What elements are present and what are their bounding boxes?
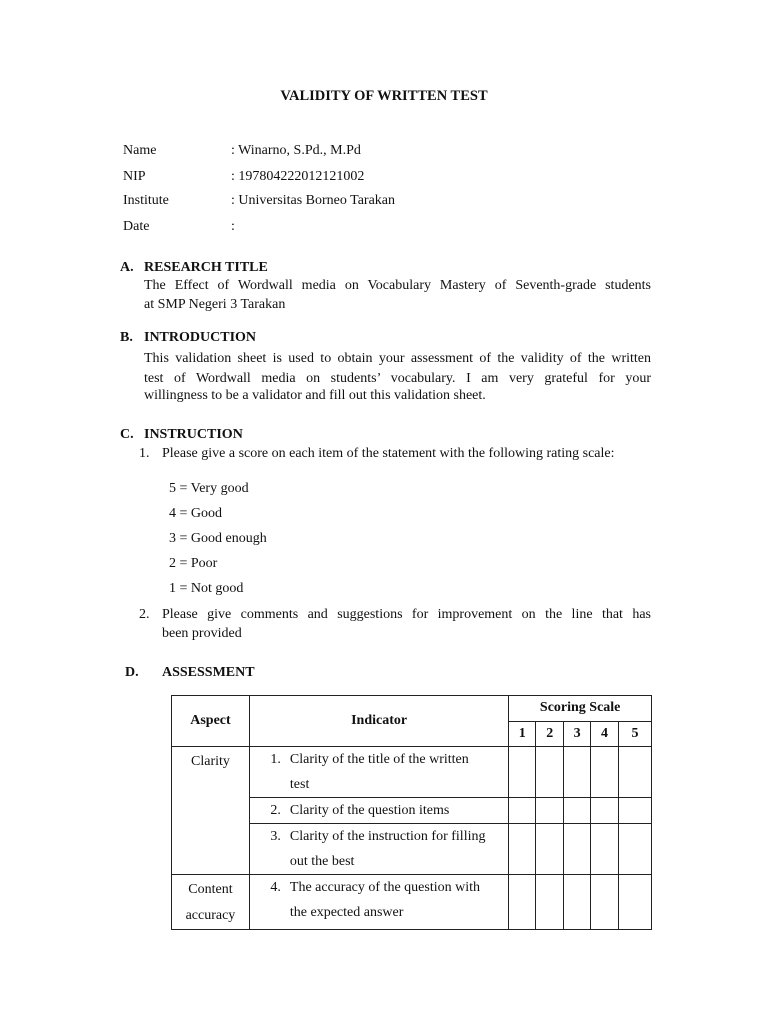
instruction-1-number: 1. <box>139 446 150 461</box>
instruction-2-line-2: been provided <box>162 626 242 641</box>
scale-number-3: 3 <box>564 721 591 747</box>
scale-number-5: 5 <box>619 721 652 747</box>
indicator-cell <box>249 798 508 824</box>
document-title: VALIDITY OF WRITTEN TEST <box>280 88 488 104</box>
score-cell-1[interactable] <box>509 747 536 798</box>
indicator-number: 2. <box>270 803 281 818</box>
score-cell-4[interactable] <box>591 798 619 824</box>
introduction-line-2: test of Wordwall media on students’ vocabulary. I am very grateful for your <box>144 371 651 386</box>
score-cell-2[interactable] <box>536 747 564 798</box>
indicator-text-line: Clarity of the instruction for filling <box>289 829 486 844</box>
score-cell-2[interactable] <box>536 798 564 824</box>
assessment-table <box>171 695 652 930</box>
instruction-2-line-1: Please give comments and suggestions for improvement on the line that has <box>162 607 651 622</box>
scale-item-3: 3 = Good enough <box>169 531 267 546</box>
scale-item-2: 2 = Poor <box>169 556 218 571</box>
aspect-content-accuracy <box>172 875 250 930</box>
introduction-line-1: This validation sheet is used to obtain your assessment of the validity of the written <box>144 351 651 366</box>
score-cell-4[interactable] <box>591 875 619 930</box>
section-d-title: ASSESSMENT <box>162 665 255 680</box>
score-cell-1[interactable] <box>509 824 536 875</box>
section-c-title: INSTRUCTION <box>144 427 243 442</box>
score-cell-2[interactable] <box>536 875 564 930</box>
indicator-text-line: Clarity of the question items <box>289 803 450 818</box>
scale-item-1: 1 = Not good <box>169 581 244 596</box>
indicator-number: 1. <box>270 752 281 767</box>
field-value-date: : <box>231 219 235 234</box>
aspect-text-line: Content <box>188 882 233 897</box>
indicator-text-line: out the best <box>289 854 355 869</box>
scale-number-4: 4 <box>591 721 619 747</box>
score-cell-5[interactable] <box>619 747 652 798</box>
indicator-cell <box>249 875 508 930</box>
indicator-text-line: The accuracy of the question with <box>289 880 480 895</box>
indicator-number: 3. <box>270 829 281 844</box>
aspect-clarity: Clarity <box>172 747 250 875</box>
table-row <box>172 875 652 930</box>
scale-item-5: 5 = Very good <box>169 481 249 496</box>
score-cell-3[interactable] <box>564 875 591 930</box>
field-label-name: Name <box>123 143 157 158</box>
section-c-letter: C. <box>120 427 134 442</box>
field-value-institute: : Universitas Borneo Tarakan <box>231 193 395 208</box>
field-label-date: Date <box>123 219 150 234</box>
instruction-1-text: Please give a score on each item of the statement with the following rating scale: <box>162 446 615 461</box>
section-a-title: RESEARCH TITLE <box>144 260 268 275</box>
score-cell-1[interactable] <box>509 875 536 930</box>
indicator-text-line: the expected answer <box>289 905 404 920</box>
score-cell-4[interactable] <box>591 824 619 875</box>
indicator-text-line: Clarity of the title of the written <box>289 752 469 767</box>
score-cell-3[interactable] <box>564 747 591 798</box>
section-d-letter: D. <box>125 665 139 680</box>
section-b-letter: B. <box>120 330 133 345</box>
scale-number-2: 2 <box>536 721 564 747</box>
score-cell-5[interactable] <box>619 824 652 875</box>
field-value-nip: : 197804222012121002 <box>231 169 365 184</box>
score-cell-3[interactable] <box>564 798 591 824</box>
field-value-name: : Winarno, S.Pd., M.Pd <box>231 143 361 158</box>
research-title-line-1: The Effect of Wordwall media on Vocabulary Mastery of Seventh-grade students <box>144 278 651 293</box>
indicator-cell <box>249 747 508 798</box>
score-cell-1[interactable] <box>509 798 536 824</box>
aspect-text-line: accuracy <box>185 908 236 923</box>
introduction-line-3: willingness to be a validator and fill out this validation sheet. <box>144 388 486 403</box>
scoring-scale-header: Scoring Scale <box>509 696 652 722</box>
scale-number-1: 1 <box>509 721 536 747</box>
indicator-cell <box>249 824 508 875</box>
indicator-text-line: test <box>289 777 310 792</box>
field-label-institute: Institute <box>123 193 169 208</box>
score-cell-3[interactable] <box>564 824 591 875</box>
research-title-line-2: at SMP Negeri 3 Tarakan <box>144 297 286 312</box>
score-cell-2[interactable] <box>536 824 564 875</box>
instruction-2-number: 2. <box>139 607 150 622</box>
indicator-header: Indicator <box>249 696 508 747</box>
score-cell-4[interactable] <box>591 747 619 798</box>
section-a-letter: A. <box>120 260 134 275</box>
score-cell-5[interactable] <box>619 875 652 930</box>
section-b-title: INTRODUCTION <box>144 330 257 345</box>
table-header-row <box>172 696 652 722</box>
aspect-header: Aspect <box>172 696 250 747</box>
indicator-number: 4. <box>270 880 281 895</box>
scale-item-4: 4 = Good <box>169 506 223 521</box>
field-label-nip: NIP <box>123 169 146 184</box>
table-row <box>172 747 652 798</box>
score-cell-5[interactable] <box>619 798 652 824</box>
